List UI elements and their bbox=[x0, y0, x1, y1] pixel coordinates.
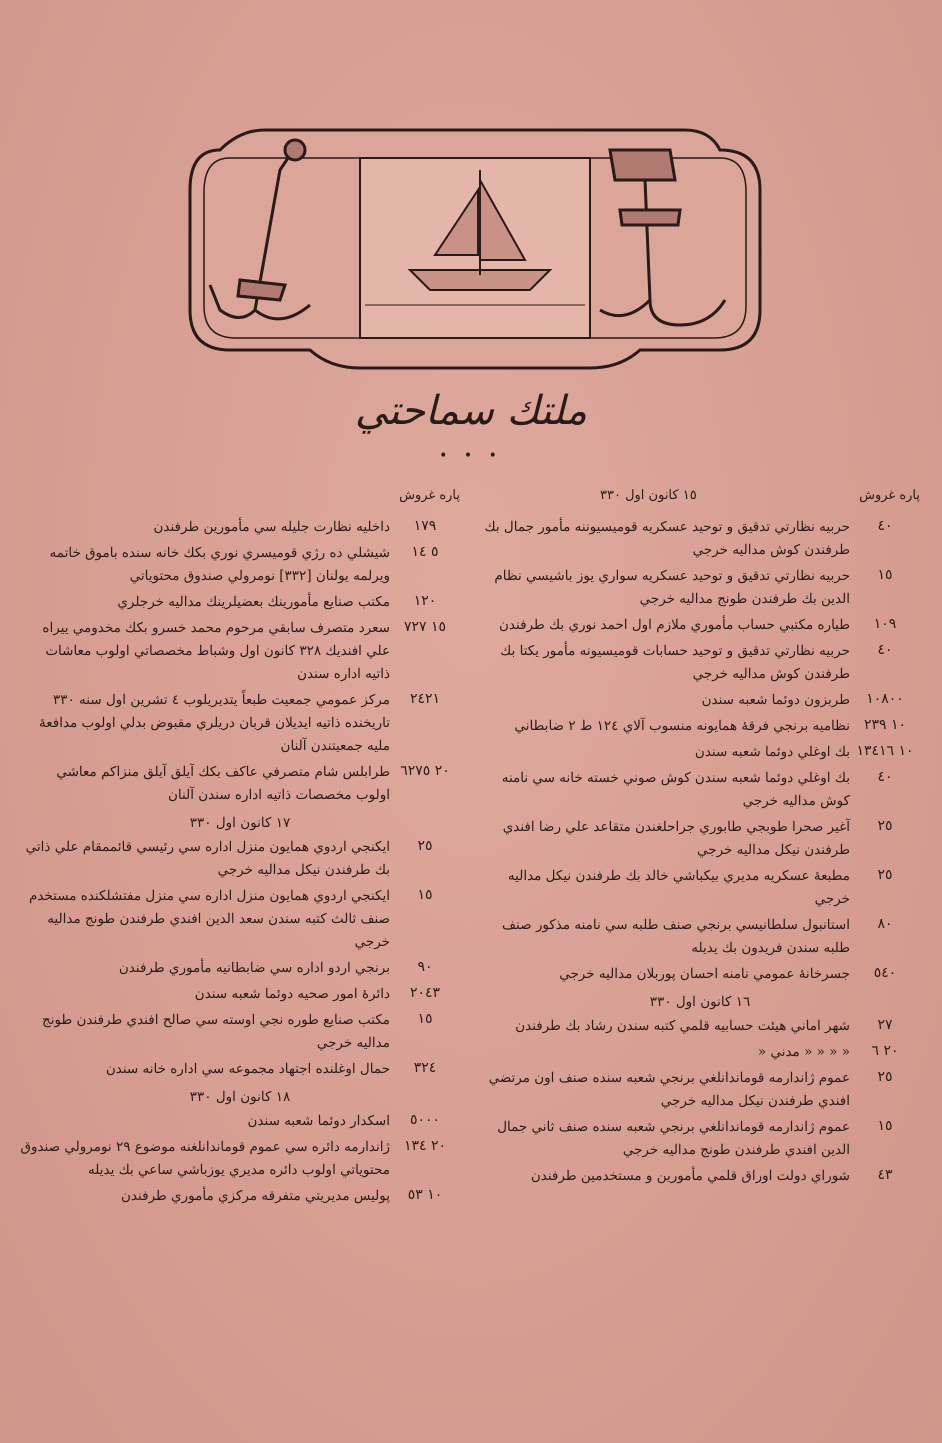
donation-entry bbox=[20, 761, 460, 807]
date-line: ١٦ كانون اول ٣٣٠ bbox=[649, 994, 751, 1010]
amount-header: پاره غروش bbox=[859, 488, 920, 503]
entry-text: ايكنجي اردوي همايون منزل اداره سي رئيسي قائممقام علي ذاتي بك طرفندن نيكل مداليه خرجي bbox=[25, 839, 390, 878]
entry-text: شهر اماني هيئت حسابيه قلمي كتبه سندن رشاد بك طرفندن bbox=[515, 1018, 850, 1034]
entry-text: مركز عمومي جمعيت طبعاً يتديريلوب ٤ تشرين اول سنه ٣٣٠ تاريخنده ذاتيه ايديلان قربان دريلري مقبوض بدلي اولوب مدافعۀ مليه جمعيتندن آلنان bbox=[38, 692, 390, 754]
entry-amount: ١٥ bbox=[417, 1011, 433, 1027]
entry-text: نظاميه برنجي فرقۀ همايونه منسوب آلاي ١٢٤ ط ٢ ضابطاني bbox=[514, 718, 850, 734]
entry-text: آغير صحرا طوبجي طابوري جراحلغندن متقاعد علي رضا افندي طرفندن نيكل مداليه خرجي bbox=[502, 819, 850, 858]
donation-entry bbox=[480, 1067, 920, 1113]
entry-text: پوليس مديريتي متفرقه مركزي مأموري طرفندن bbox=[121, 1188, 390, 1204]
entry-text: مطبعۀ عسكريه مديري بيكباشي خالد بك طرفندن نيكل مداليه خرجي bbox=[507, 868, 850, 907]
entry-text: طرابلس شام متصرفي عاكف بكك آيلق آيلق منزاكم معاشي اولوب مخصصات ذاتيه اداره سندن آلنان bbox=[56, 764, 390, 803]
donation-entry bbox=[20, 542, 460, 588]
right-column-header bbox=[480, 488, 920, 510]
donation-entry bbox=[480, 1165, 920, 1188]
entry-text: بك اوغلي دوئما شعبه سندن كوش صوني خسته خانه سي نامنه كوش مداليه خرجي bbox=[501, 770, 850, 809]
donation-entry bbox=[480, 1041, 920, 1064]
donation-entry bbox=[480, 865, 920, 911]
donation-entry bbox=[20, 1136, 460, 1182]
donation-entry bbox=[20, 983, 460, 1006]
entry-text: ايكنجي اردوي همايون منزل اداره سي منزل مفتشلكنده مستخدم صنف ثالث كتبه سندن سعد الدين افندي طرفندن طونج مداليه خرجي bbox=[28, 888, 390, 950]
entry-text: عموم ژاندارمه قوماندانلغي برنجي شعبه سنده صنف ثاني جمال الدين افندي طرفندن طونج مداليه خرجي bbox=[497, 1119, 850, 1158]
date-header: ١٥ كانون اول ٣٣٠ bbox=[600, 488, 697, 503]
donation-entry bbox=[480, 741, 920, 764]
entry-text: طياره مكتبي حساب مأموري ملازم اول احمد نوري بك طرفندن bbox=[499, 617, 850, 633]
entry-text: ژاندارمه دائره سي عموم قوماندانلغنه موضوع ٢٩ نومرولي صندوق محتوياتي اولوب دائره مديري يوزباشي ساعي بك يديله bbox=[20, 1139, 390, 1178]
entry-amount: ١٧٩ bbox=[413, 518, 437, 534]
page-title: ملتك سماحتي bbox=[354, 388, 588, 434]
donation-entry bbox=[20, 1009, 460, 1055]
entry-amount: ٢٧ bbox=[877, 1017, 893, 1033]
donation-entry bbox=[480, 767, 920, 813]
donation-entry bbox=[20, 836, 460, 882]
date-line: ١٨ كانون اول ٣٣٠ bbox=[189, 1089, 291, 1105]
entry-amount: ٤٠ bbox=[877, 642, 893, 658]
right-entries bbox=[480, 516, 920, 1188]
entry-text: حربيه نظارتي تدقيق و توحيد حسابات قوميسيونه مأمور يكتا بك طرفندن كوش مداليه خرجي bbox=[500, 643, 850, 682]
entry-amount: ٥ ١٤ bbox=[411, 544, 439, 560]
left-column bbox=[20, 488, 460, 1211]
entry-text: مكتب صنايع طوره نجي اوسته سي صالح افندي طرفندن طونج مداليه خرجي bbox=[42, 1012, 390, 1051]
entry-text: حمال اوغلنده اجتهاد مجموعه سي اداره خانه سندن bbox=[105, 1061, 390, 1077]
entry-amount: ٢٤٢١ bbox=[409, 691, 441, 707]
donation-entry bbox=[20, 885, 460, 954]
donation-entry bbox=[480, 516, 920, 562]
entry-amount: ٥٤٠ bbox=[873, 965, 897, 981]
entry-text: دائرۀ امور صحيه دوئما شعبه سندن bbox=[194, 986, 390, 1002]
ornament-dots: • • • bbox=[439, 448, 503, 464]
entry-amount: ١٥ bbox=[877, 1118, 893, 1134]
entry-text: استانبول سلطانيسي برنجي صنف طلبه سي نامنه مذكور صنف طلبه سندن فريدون بك يديله bbox=[502, 917, 850, 956]
entry-amount: ٢٠ ١٣٤ bbox=[403, 1138, 447, 1154]
entry-amount: ٨٠ bbox=[877, 916, 893, 932]
entry-text: اسكدار دوئما شعبه سندن bbox=[247, 1113, 390, 1129]
entry-amount: ٢٠٤٣ bbox=[409, 985, 441, 1001]
amount-header: پاره غروش bbox=[399, 488, 460, 503]
entry-amount: ١٠ ٥٣ bbox=[407, 1187, 443, 1203]
entry-amount: ٢٥ bbox=[877, 1069, 893, 1085]
donation-entry bbox=[480, 816, 920, 862]
donation-entry bbox=[20, 1058, 460, 1081]
donation-entry bbox=[20, 689, 460, 758]
donation-entry bbox=[480, 614, 920, 637]
entry-text: جسرخانۀ عمومي نامنه احسان پوربلان مداليه خرجي bbox=[559, 966, 850, 982]
entry-amount: ٢٥ bbox=[417, 838, 433, 854]
entry-amount: ٤٣ bbox=[877, 1167, 893, 1183]
entry-amount: ١٠٩ bbox=[873, 616, 897, 632]
left-column-header bbox=[20, 488, 460, 510]
entry-amount: ١٥ bbox=[877, 567, 893, 583]
entry-text: سعرد متصرف سابقي مرحوم محمد خسرو بكك مخدومي ييراه علي افنديك ٣٢٨ كانون اول وشباط مخصصاتي اولوب معاشات ذاتيه اداره سندن bbox=[42, 620, 390, 682]
entry-text: حربيه نظارتي تدقيق و توحيد عسكريه سواري يوز باشيسي نظام الدين بك طرفندن طونج مداليه خرجي bbox=[494, 568, 850, 607]
entry-text: شوراي دولت اوراق قلمي مأمورين و مستخدمين طرفندن bbox=[530, 1168, 850, 1184]
donation-entry bbox=[480, 715, 920, 738]
donation-entry bbox=[20, 1110, 460, 1133]
donation-entry bbox=[480, 963, 920, 986]
entry-amount: ٤٠ bbox=[877, 518, 893, 534]
entry-text: « « « « مدني « bbox=[757, 1044, 850, 1060]
donation-entry bbox=[20, 591, 460, 614]
entry-amount: ٢٠ ٦٢٧٥ bbox=[400, 763, 450, 779]
entry-amount: ٢٥ bbox=[877, 818, 893, 834]
entry-text: مكتب صنايع مأمورينك بعضيلرينك مداليه خرجلري bbox=[117, 594, 390, 610]
entry-amount: ٢٠ ٦ bbox=[871, 1043, 899, 1059]
donation-entry bbox=[20, 617, 460, 686]
entry-text: بك اوغلي دوئما شعبه سندن bbox=[694, 744, 850, 760]
entry-amount: ١٠ ٢٣٩ bbox=[863, 717, 907, 733]
donation-entry bbox=[480, 565, 920, 611]
entry-text: داخليه نظارت جليله سي مأمورين طرفندن bbox=[153, 519, 390, 535]
entry-amount: ١٠ ١٣٤١٦ bbox=[856, 743, 914, 759]
entry-text: حربيه نظارتي تدقيق و توحيد عسكريه قوميسيوننه مأمور جمال بك طرفندن كوش مداليه خرجي bbox=[484, 519, 850, 558]
donation-entry bbox=[480, 1015, 920, 1038]
left-entries bbox=[20, 516, 460, 1208]
entry-amount: ٣٢٤ bbox=[413, 1060, 437, 1076]
entry-amount: ٥٠٠٠ bbox=[409, 1112, 441, 1128]
header-illustration bbox=[180, 110, 770, 370]
entry-amount: ١٥ ٧٢٧ bbox=[403, 619, 447, 635]
entry-text: شيشلي ده رژي قوميسري نوري بكك خانه سنده باموق خاتمه ويرلمه يولنان [٣٣٢] نومرولي صندوق محتوياتي bbox=[49, 545, 390, 584]
entry-amount: ٩٠ bbox=[417, 959, 433, 975]
entry-text: طربزون دوئما شعبه سندن bbox=[701, 692, 850, 708]
entry-text: عموم ژاندارمه قوماندانلغي برنجي شعبه سنده صنف اون مرتضي افندي طرفندن نيكل مداليه خرجي bbox=[488, 1070, 850, 1109]
entry-amount: ١٥ bbox=[417, 887, 433, 903]
donation-entry bbox=[20, 1185, 460, 1208]
donation-entry bbox=[20, 957, 460, 980]
donation-entry bbox=[480, 914, 920, 960]
donation-entry bbox=[480, 689, 920, 712]
date-line: ١٧ كانون اول ٣٣٠ bbox=[189, 815, 291, 831]
right-column bbox=[480, 488, 920, 1191]
entry-amount: ١٢٠ bbox=[413, 593, 437, 609]
donation-entry bbox=[480, 1116, 920, 1162]
entry-amount: ٤٠ bbox=[877, 769, 893, 785]
donation-entry bbox=[20, 516, 460, 539]
entry-amount: ١٠٨٠٠ bbox=[866, 691, 904, 707]
entry-amount: ٢٥ bbox=[877, 867, 893, 883]
entry-text: برنجي اردو اداره سي ضابطانيه مأموري طرفندن bbox=[118, 960, 390, 976]
donation-entry bbox=[480, 640, 920, 686]
